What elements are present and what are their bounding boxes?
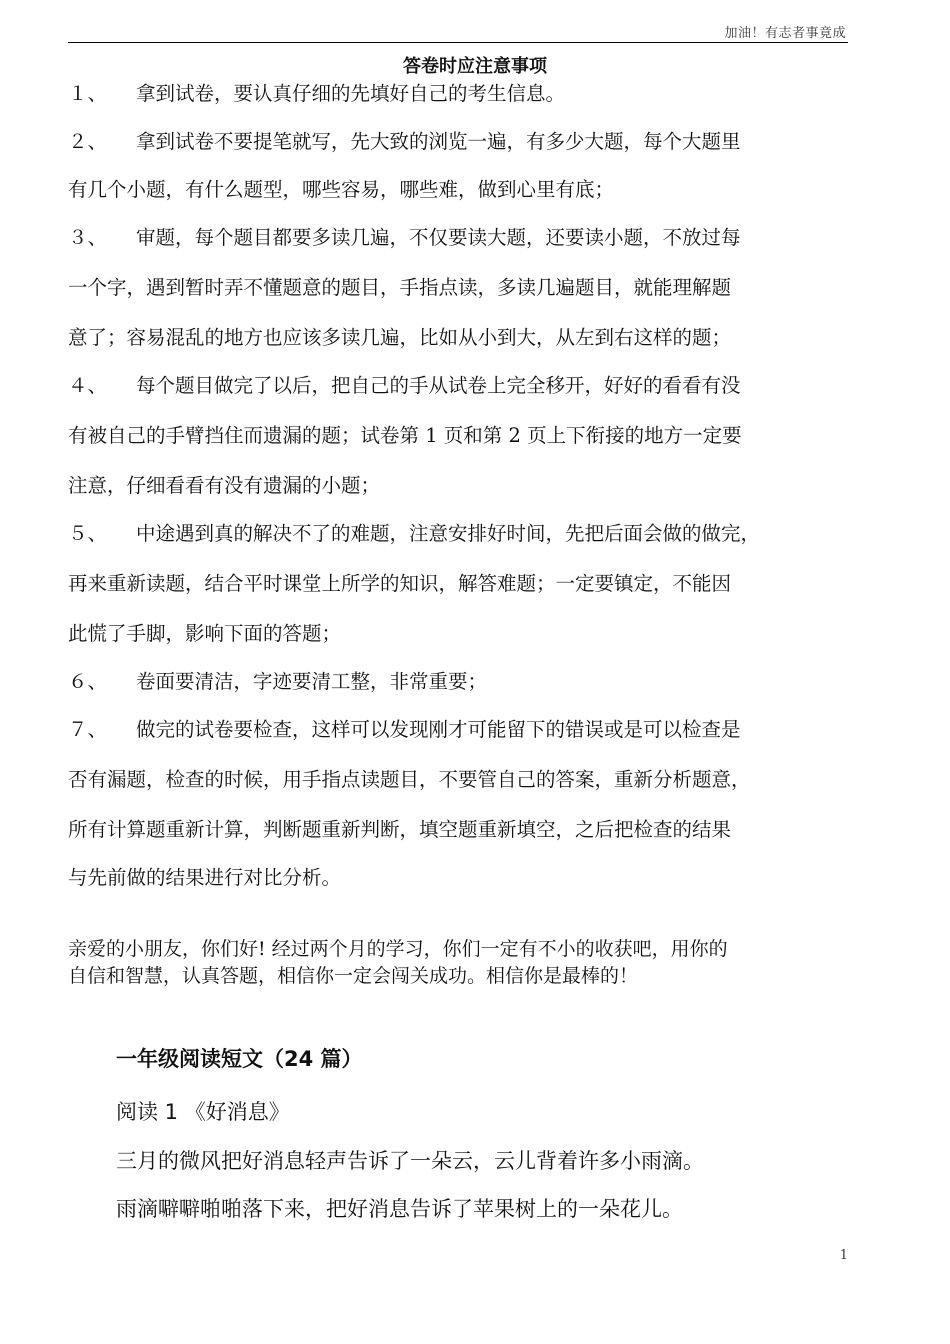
header-motto: 加油！有志者事竟成 <box>724 26 846 41</box>
item-number: ２、 <box>68 130 108 153</box>
item-2-line-1: ２、 拿到试卷不要提笔就写，先大致的浏览一遍，有多少大题，每个大题里 <box>68 126 741 154</box>
page-number: 1 <box>839 1248 848 1263</box>
item-number: ４、 <box>68 374 108 397</box>
item-1-line-1: １、 拿到试卷，要认真仔细的先填好自己的考生信息。 <box>68 78 565 106</box>
item-5-line-1: ５、 中途遇到真的解决不了的难题，注意安排好时间，先把后面会做的做完， <box>68 518 760 546</box>
item-number: １、 <box>68 82 108 105</box>
item-4-line-2: 有被自己的手臂挡住而遗漏的题；试卷第 1 页和第 2 页上下衔接的地方一定要 <box>68 424 742 447</box>
item-7-line-1: ７、 做完的试卷要检查，这样可以发现刚才可能留下的错误或是可以检查是 <box>68 714 741 742</box>
page-title: 答卷时应注意事项 <box>403 56 547 77</box>
intro-line-2: 自信和智慧，认真答题，相信你一定会闯关成功。相信你是最棒的！ <box>68 965 639 987</box>
reading-heading: 一年级阅读短文（24 篇） <box>116 1047 363 1071</box>
header-rule <box>68 42 848 43</box>
item-number: ６、 <box>68 670 108 693</box>
item-number: ５、 <box>68 522 108 545</box>
item-6-line-1: ６、 卷面要清洁，字迹要清工整，非常重要； <box>68 666 487 694</box>
reading-line-1: 三月的微风把好消息轻声告诉了一朵云，云儿背着许多小雨滴。 <box>116 1149 704 1173</box>
item-number: ７、 <box>68 718 108 741</box>
item-7-line-2: 否有漏题，检查的时候，用手指点读题目，不要管自己的答案，重新分析题意， <box>68 768 751 791</box>
reading-line-2: 雨滴噼噼啪啪落下来，把好消息告诉了苹果树上的一朵花儿。 <box>116 1197 683 1221</box>
item-3-line-2: 一个字，遇到暂时弄不懂题意的题目，手指点读，多读几遍题目，就能理解题 <box>68 276 732 299</box>
item-3-line-3: 意了；容易混乱的地方也应该多读几遍，比如从小到大，从左到右这样的题； <box>68 326 732 349</box>
item-4-line-3: 注意，仔细看看有没有遗漏的小题； <box>68 474 381 497</box>
intro-line-1: 亲爱的小朋友，你们好! 经过两个月的学习，你们一定有不小的收获吧，用你的 <box>68 938 728 960</box>
item-3-line-1: ３、 审题，每个题目都要多读几遍，不仅要读大题，还要读小题，不放过每 <box>68 222 741 250</box>
item-7-line-3: 所有计算题重新计算，判断题重新判断，填空题重新填空，之后把检查的结果 <box>68 818 732 841</box>
item-5-line-3: 此慌了手脚，影响下面的答题； <box>68 622 342 645</box>
item-number: ３、 <box>68 226 108 249</box>
item-2-line-2: 有几个小题，有什么题型，哪些容易，哪些难，做到心里有底； <box>68 178 615 201</box>
item-7-line-4: 与先前做的结果进行对比分析。 <box>68 866 342 889</box>
reading-subtitle: 阅读 1 《好消息》 <box>116 1100 290 1124</box>
item-4-line-1: ４、 每个题目做完了以后，把自己的手从试卷上完全移开，好好的看看有没 <box>68 370 741 398</box>
item-5-line-2: 再来重新读题，结合平时课堂上所学的知识，解答难题；一定要镇定，不能因 <box>68 572 732 595</box>
